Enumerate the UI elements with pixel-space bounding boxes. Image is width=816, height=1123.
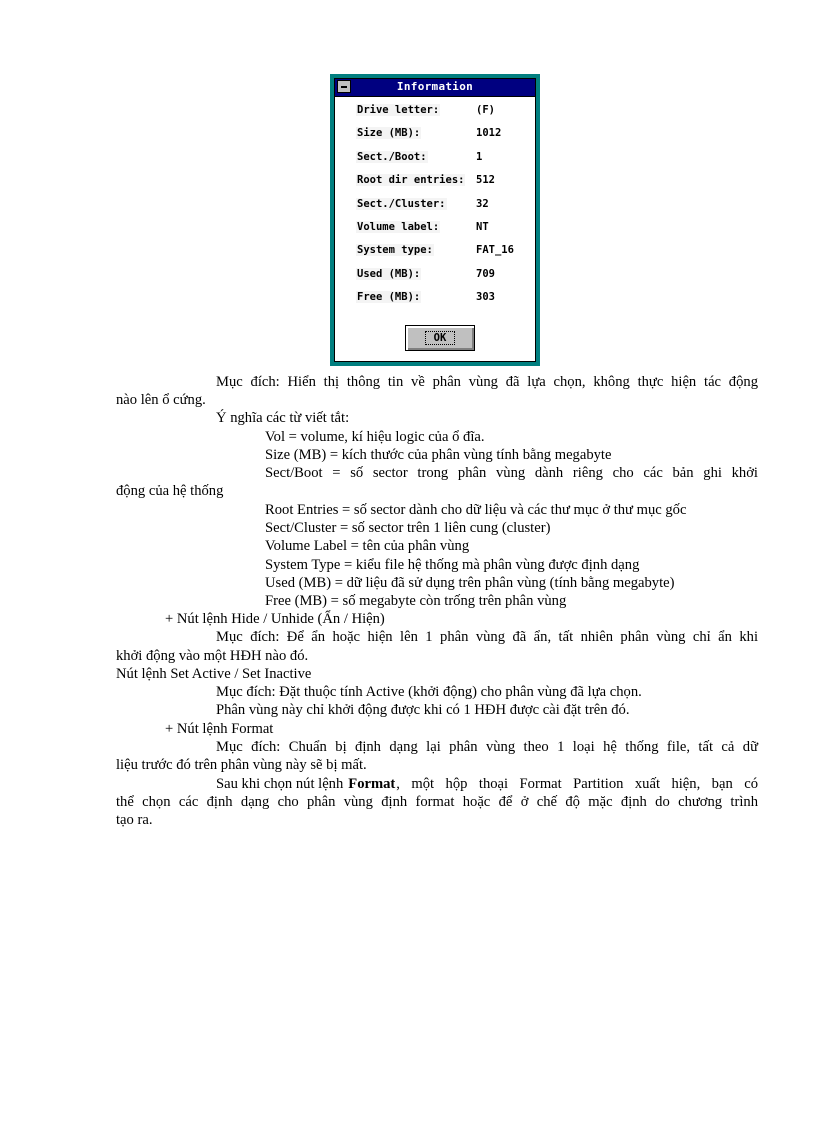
format-after-text-end: , một hộp thoại Format Partition xuất hiện, bạn có — [396, 776, 758, 792]
info-label: Sect./Boot: — [357, 150, 427, 163]
info-rows — [349, 104, 529, 315]
info-row-root-dir-entries — [349, 174, 529, 197]
info-value: 709 — [476, 267, 495, 280]
info-row-drive-letter — [349, 104, 529, 127]
info-value: 32 — [476, 197, 489, 210]
active-purpose-line1: Mục đích: Đặt thuộc tính Active (khởi động) cho phân vùng đã lựa chọn. — [216, 684, 642, 700]
info-row-volume-label — [349, 221, 529, 244]
info-value: NT — [476, 220, 489, 233]
ok-button[interactable] — [405, 325, 475, 351]
hide-purpose-line2: khởi động vào một HĐH nào đó. — [116, 648, 309, 664]
active-purpose-line2: Phân vùng này chỉ khởi động được khi có 1 HĐH được cài đặt trên đó. — [216, 702, 630, 718]
format-after-line3: tạo ra. — [116, 812, 153, 828]
info-row-sect-boot — [349, 151, 529, 174]
info-value: 1 — [476, 150, 483, 163]
purpose-info-line2: nào lên ổ cứng. — [116, 392, 206, 408]
heading-hide-unhide: + Nút lệnh Hide / Unhide (Ẩn / Hiện) — [165, 611, 385, 627]
format-after-line1 — [216, 775, 758, 793]
ok-button-label: OK — [425, 331, 456, 345]
info-value: FAT_16 — [476, 244, 514, 257]
info-value: 1012 — [476, 127, 502, 140]
format-purpose-line2: liệu trước đó trên phân vùng này sẽ bị mất. — [116, 757, 367, 773]
info-label: Volume label: — [357, 220, 440, 233]
info-label: Root dir entries: — [357, 174, 465, 187]
info-value: (F) — [476, 104, 495, 116]
def-root-entries: Root Entries = số sector dành cho dữ liệu và các thư mục ở thư mục gốc — [265, 502, 687, 518]
format-bold-label: Format — [348, 776, 396, 792]
def-sect-cluster: Sect/Cluster = số sector trên 1 liên cung (cluster) — [265, 520, 551, 536]
def-size: Size (MB) = kích thước của phân vùng tính bằng megabyte — [265, 447, 612, 463]
def-system-type: System Type = kiểu file hệ thống mà phân vùng được định dạng — [265, 557, 640, 573]
info-row-used — [349, 268, 529, 291]
heading-format: + Nút lệnh Format — [165, 721, 274, 737]
format-bold-word — [348, 775, 395, 793]
info-row-sect-cluster — [349, 198, 529, 221]
info-row-system-type — [349, 244, 529, 267]
def-volume-label: Volume Label = tên của phân vùng — [265, 538, 470, 554]
format-after-line2: thể chọn các định dạng cho phân vùng định format hoặc để ở chế độ mặc định do chương trình — [116, 794, 758, 810]
heading-set-active: Nút lệnh Set Active / Set Inactive — [116, 666, 312, 682]
info-row-size — [349, 127, 529, 150]
hide-purpose-line1: Mục đích: Để ẩn hoặc hiện lên 1 phân vùng đã ẩn, tất nhiên phân vùng chỉ ẩn khi — [216, 629, 758, 645]
info-label: Sect./Cluster: — [357, 197, 446, 210]
def-free: Free (MB) = số megabyte còn trống trên phân vùng — [265, 593, 567, 609]
dialog-titlebar — [335, 79, 535, 97]
info-label: Drive letter: — [357, 104, 440, 116]
information-dialog — [330, 74, 540, 366]
format-after-text-start: Sau khi chọn nút lệnh — [216, 776, 344, 792]
info-row-free — [349, 291, 529, 314]
info-label: Used (MB): — [357, 267, 421, 280]
def-sect-boot-line2: động của hệ thống — [116, 483, 224, 499]
dialog-body — [334, 78, 536, 362]
info-label: Size (MB): — [357, 127, 421, 140]
format-purpose-line1: Mục đích: Chuẩn bị định dạng lại phân vùng theo 1 loại hệ thống file, tất cả dữ — [216, 739, 758, 755]
info-label: Free (MB): — [357, 291, 421, 304]
purpose-info-line1: Mục đích: Hiển thị thông tin về phân vùng đã lựa chọn, không thực hiện tác động — [216, 374, 758, 390]
info-value: 303 — [476, 291, 495, 304]
abbreviations-heading: Ý nghĩa các từ viết tắt: — [216, 410, 350, 426]
def-vol: Vol = volume, kí hiệu logic của ổ đĩa. — [265, 429, 485, 445]
def-sect-boot-line1: Sect/Boot = số sector trong phân vùng dành riêng cho các bản ghi khởi — [265, 465, 758, 481]
info-label: System type: — [357, 244, 433, 257]
dialog-title: Information — [396, 80, 474, 93]
def-used: Used (MB) = dữ liệu đã sử dụng trên phân vùng (tính bằng megabyte) — [265, 575, 675, 591]
info-value: 512 — [476, 174, 495, 187]
